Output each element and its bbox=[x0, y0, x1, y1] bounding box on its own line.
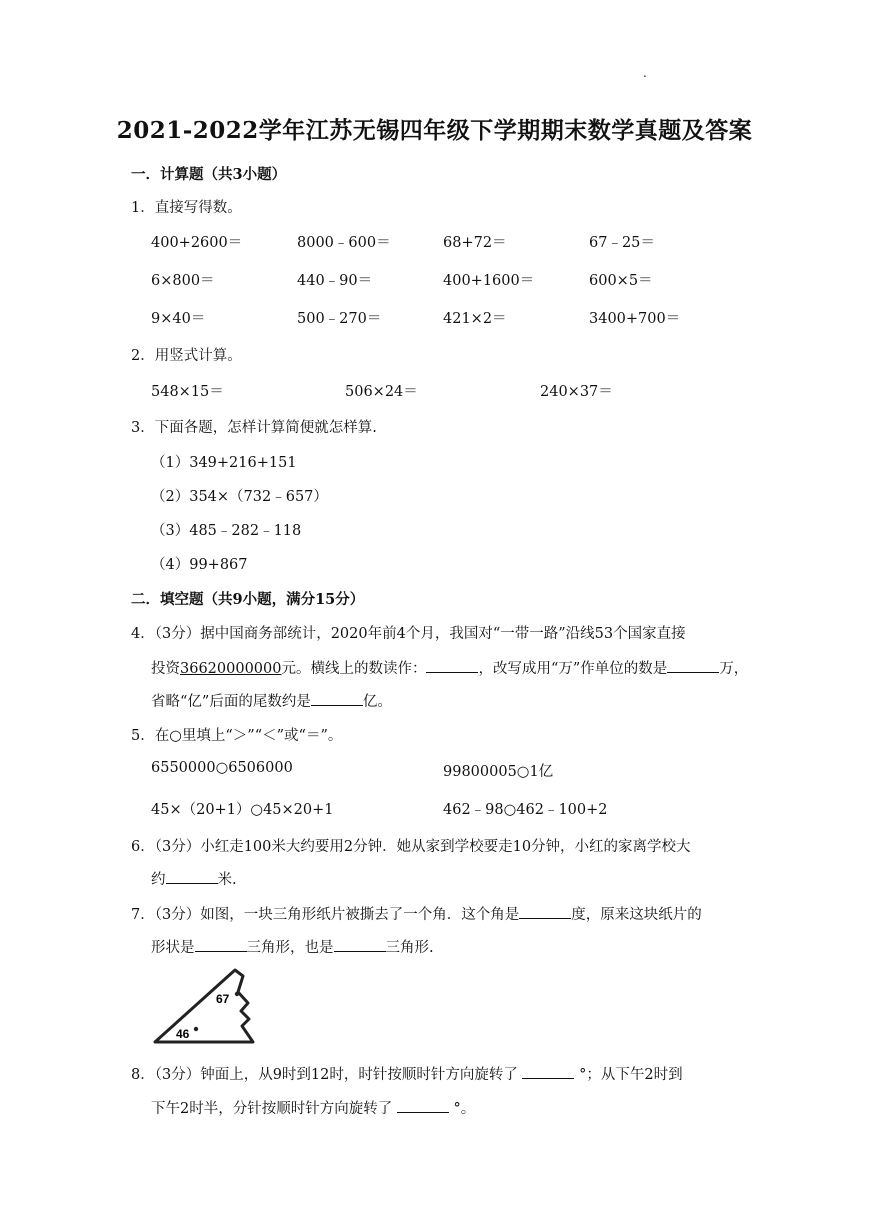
q2-item: 548×15＝ bbox=[151, 384, 224, 400]
section-heading-calculation: 一．计算题（共3小题） bbox=[131, 166, 287, 183]
q3-item: （2）354×（732﹣657） bbox=[151, 489, 328, 505]
q1-item: 500﹣270＝ bbox=[297, 311, 382, 327]
question-7-line-1 bbox=[131, 903, 702, 924]
question-7-line-2 bbox=[151, 936, 434, 957]
q8-text: 下午2时半，分针按顺时针方向旋转了 bbox=[151, 1101, 393, 1117]
question-5-stem: 5．在○里填上“＞”“＜”或“＝”。 bbox=[131, 728, 343, 744]
q2-item: 240×37＝ bbox=[540, 384, 613, 400]
q2-item: 506×24＝ bbox=[345, 384, 418, 400]
question-2-stem: 2．用竖式计算。 bbox=[131, 348, 242, 364]
q1-item: 600×5＝ bbox=[589, 273, 653, 289]
q4-text: 投资 bbox=[151, 661, 180, 677]
q8-text: °；从下午2时到 bbox=[579, 1067, 683, 1083]
q7-text: 7．（3分）如图，一块三角形纸片被撕去了一个角．这个角是 bbox=[131, 907, 520, 923]
q5-item: 6550000○6506000 bbox=[151, 760, 293, 776]
q1-item: 6×800＝ bbox=[151, 273, 215, 289]
answer-blank[interactable] bbox=[522, 1064, 574, 1079]
q4-underlined-number: 36620000000 bbox=[180, 661, 282, 677]
q3-item: （3）485﹣282﹣118 bbox=[151, 523, 302, 539]
angle-label-bottom: 46 bbox=[176, 1027, 190, 1041]
q8-text: °。 bbox=[453, 1101, 476, 1117]
q6-text: 约 bbox=[151, 872, 166, 888]
page-title: 2021-2022学年江苏无锡四年级下学期期末数学真题及答案 bbox=[116, 117, 753, 144]
q1-item: 9×40＝ bbox=[151, 311, 206, 327]
q8-text: 8．（3分）钟面上，从9时到12时，时针按顺时针方向旋转了 bbox=[131, 1067, 518, 1083]
q4-text: 省略“亿”后面的尾数约是 bbox=[151, 694, 311, 710]
question-6-line-2 bbox=[151, 868, 237, 889]
angle-dot-top bbox=[235, 992, 239, 996]
question-6-line-1: 6．（3分）小红走100米大约要用2分钟．她从家到学校要走10分钟，小红的家离学校大 bbox=[131, 839, 691, 855]
question-8-line-2 bbox=[151, 1097, 475, 1118]
q1-item: 400+1600＝ bbox=[443, 273, 535, 289]
question-3-stem: 3．下面各题，怎样计算简便就怎样算. bbox=[131, 420, 377, 436]
angle-label-top: 67 bbox=[216, 992, 230, 1006]
q7-text: 度，原来这块纸片的 bbox=[571, 907, 702, 923]
q4-text: 亿。 bbox=[362, 694, 392, 710]
q3-item: （1）349+216+151 bbox=[151, 455, 297, 471]
q1-item: 67﹣25＝ bbox=[589, 235, 655, 251]
answer-blank[interactable] bbox=[667, 658, 719, 673]
torn-triangle-figure bbox=[150, 965, 260, 1047]
q7-text: 三角形，也是 bbox=[246, 940, 334, 956]
answer-blank[interactable] bbox=[334, 937, 386, 952]
q4-text: ，改写成用“万”作单位的数是 bbox=[478, 661, 668, 677]
header-mark: . bbox=[643, 66, 647, 80]
q1-item: 68+72＝ bbox=[443, 235, 507, 251]
q1-item: 440﹣90＝ bbox=[297, 273, 373, 289]
question-1-stem: 1．直接写得数。 bbox=[131, 200, 242, 216]
q3-item: （4）99+867 bbox=[151, 557, 248, 573]
q4-text: 万， bbox=[719, 661, 749, 677]
answer-blank[interactable] bbox=[195, 937, 247, 952]
question-4-line-1: 4．（3分）据中国商务部统计，2020年前4个月，我国对“一带一路”沿线53个国家直接 bbox=[131, 626, 686, 642]
answer-blank[interactable] bbox=[519, 904, 571, 919]
q7-text: 形状是 bbox=[151, 940, 195, 956]
q5-item: 462﹣98○462﹣100+2 bbox=[443, 802, 608, 818]
answer-blank[interactable] bbox=[311, 691, 363, 706]
question-4-line-2 bbox=[151, 657, 748, 678]
q5-item: 45×（20+1）○45×20+1 bbox=[151, 802, 334, 818]
q7-text: 三角形. bbox=[385, 940, 434, 956]
q1-item: 400+2600＝ bbox=[151, 235, 243, 251]
q4-text: 元。横线上的数读作： bbox=[281, 661, 427, 677]
q1-item: 421×2＝ bbox=[443, 311, 507, 327]
q1-item: 8000﹣600＝ bbox=[297, 235, 391, 251]
question-8-line-1 bbox=[131, 1063, 683, 1084]
section-heading-fill-in: 二．填空题（共9小题，满分15分） bbox=[131, 591, 365, 608]
question-4-line-3 bbox=[151, 690, 392, 711]
q6-text: 米. bbox=[217, 872, 237, 888]
answer-blank[interactable] bbox=[426, 658, 478, 673]
q5-item: 99800005○1亿 bbox=[443, 764, 554, 780]
answer-blank[interactable] bbox=[166, 869, 218, 884]
angle-dot-bottom bbox=[194, 1027, 198, 1031]
answer-blank[interactable] bbox=[397, 1098, 449, 1113]
q1-item: 3400+700＝ bbox=[589, 311, 681, 327]
